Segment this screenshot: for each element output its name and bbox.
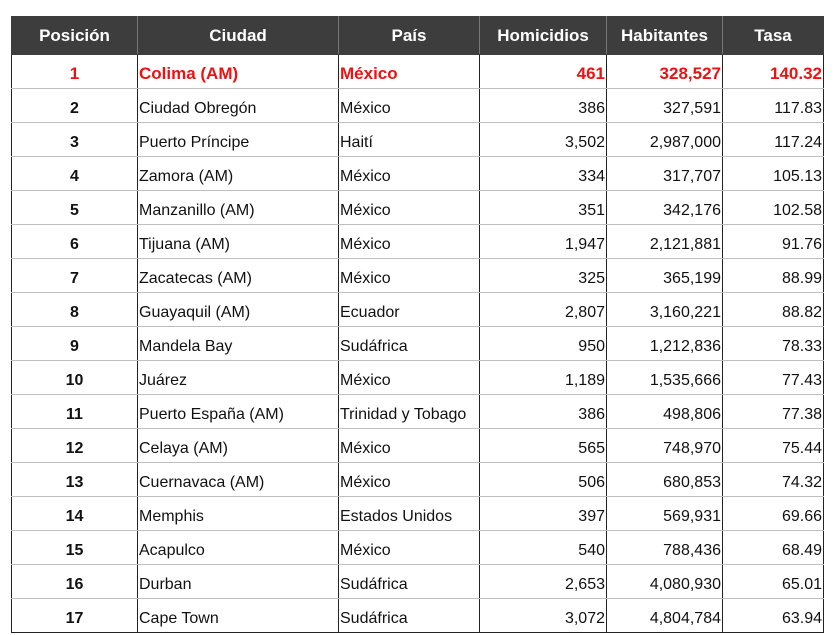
table-row (12, 293, 824, 327)
cell-rate: 88.99 (723, 259, 824, 293)
cell-homicides: 950 (480, 327, 607, 361)
cell-population: 788,436 (607, 531, 723, 565)
cell-country: Sudáfrica (339, 565, 480, 599)
header-city: Ciudad (138, 17, 339, 55)
table-body (12, 55, 824, 633)
cell-population: 327,591 (607, 89, 723, 123)
cell-homicides: 397 (480, 497, 607, 531)
cell-position: 8 (12, 293, 138, 327)
cell-homicides: 1,947 (480, 225, 607, 259)
cell-country: México (339, 463, 480, 497)
cell-position: 16 (12, 565, 138, 599)
cell-city: Memphis (138, 497, 339, 531)
cell-rate: 91.76 (723, 225, 824, 259)
cell-country: México (339, 531, 480, 565)
cell-rate: 69.66 (723, 497, 824, 531)
cell-position: 1 (12, 55, 138, 89)
cell-homicides: 3,502 (480, 123, 607, 157)
cell-rate: 77.38 (723, 395, 824, 429)
cell-rate: 102.58 (723, 191, 824, 225)
cell-homicides: 386 (480, 89, 607, 123)
header-row (12, 17, 824, 55)
cell-position: 15 (12, 531, 138, 565)
cell-position: 14 (12, 497, 138, 531)
header-position: Posición (12, 17, 138, 55)
cell-rate: 63.94 (723, 599, 824, 633)
table-row (12, 327, 824, 361)
cell-position: 12 (12, 429, 138, 463)
cell-city: Cape Town (138, 599, 339, 633)
cell-city: Zacatecas (AM) (138, 259, 339, 293)
cell-country: Sudáfrica (339, 599, 480, 633)
cell-city: Ciudad Obregón (138, 89, 339, 123)
cell-population: 569,931 (607, 497, 723, 531)
cell-homicides: 1,189 (480, 361, 607, 395)
cell-city: Puerto España (AM) (138, 395, 339, 429)
cell-city: Tijuana (AM) (138, 225, 339, 259)
cell-population: 1,535,666 (607, 361, 723, 395)
cell-city: Puerto Príncipe (138, 123, 339, 157)
cell-country: México (339, 89, 480, 123)
cell-city: Zamora (AM) (138, 157, 339, 191)
table-row (12, 599, 824, 633)
cell-position: 7 (12, 259, 138, 293)
cell-position: 3 (12, 123, 138, 157)
cell-country: Sudáfrica (339, 327, 480, 361)
cell-country: México (339, 429, 480, 463)
cell-rate: 88.82 (723, 293, 824, 327)
table-row (12, 55, 824, 89)
table-row (12, 463, 824, 497)
cell-population: 748,970 (607, 429, 723, 463)
cell-population: 4,804,784 (607, 599, 723, 633)
table-row (12, 89, 824, 123)
table-header (12, 17, 824, 55)
cell-homicides: 386 (480, 395, 607, 429)
cell-position: 4 (12, 157, 138, 191)
table-row (12, 191, 824, 225)
cell-population: 317,707 (607, 157, 723, 191)
cell-city: Guayaquil (AM) (138, 293, 339, 327)
table-row (12, 395, 824, 429)
cell-position: 13 (12, 463, 138, 497)
cell-position: 2 (12, 89, 138, 123)
header-rate: Tasa (723, 17, 824, 55)
cell-position: 11 (12, 395, 138, 429)
cell-country: México (339, 191, 480, 225)
cell-population: 3,160,221 (607, 293, 723, 327)
table-row (12, 123, 824, 157)
cell-rate: 140.32 (723, 55, 824, 89)
cell-position: 9 (12, 327, 138, 361)
cell-population: 498,806 (607, 395, 723, 429)
table-row (12, 361, 824, 395)
cell-homicides: 351 (480, 191, 607, 225)
table-row (12, 531, 824, 565)
header-country: País (339, 17, 480, 55)
header-population: Habitantes (607, 17, 723, 55)
cell-population: 342,176 (607, 191, 723, 225)
cell-city: Manzanillo (AM) (138, 191, 339, 225)
cell-rate: 74.32 (723, 463, 824, 497)
cell-population: 328,527 (607, 55, 723, 89)
cell-city: Acapulco (138, 531, 339, 565)
ranking-table (11, 16, 824, 633)
cell-city: Durban (138, 565, 339, 599)
cell-homicides: 2,653 (480, 565, 607, 599)
cell-rate: 105.13 (723, 157, 824, 191)
cell-rate: 75.44 (723, 429, 824, 463)
cell-position: 6 (12, 225, 138, 259)
cell-homicides: 2,807 (480, 293, 607, 327)
cell-homicides: 461 (480, 55, 607, 89)
cell-country: Estados Unidos (339, 497, 480, 531)
cell-position: 10 (12, 361, 138, 395)
cell-population: 365,199 (607, 259, 723, 293)
cell-rate: 117.83 (723, 89, 824, 123)
cell-country: Trinidad y Tobago (339, 395, 480, 429)
cell-population: 680,853 (607, 463, 723, 497)
cell-homicides: 334 (480, 157, 607, 191)
cell-population: 2,121,881 (607, 225, 723, 259)
table-row (12, 565, 824, 599)
cell-country: México (339, 157, 480, 191)
cell-country: México (339, 361, 480, 395)
table-row (12, 497, 824, 531)
cell-country: Ecuador (339, 293, 480, 327)
cell-homicides: 540 (480, 531, 607, 565)
cell-homicides: 565 (480, 429, 607, 463)
cell-country: México (339, 55, 480, 89)
cell-city: Colima (AM) (138, 55, 339, 89)
cell-city: Celaya (AM) (138, 429, 339, 463)
cell-population: 1,212,836 (607, 327, 723, 361)
cell-rate: 68.49 (723, 531, 824, 565)
table-row (12, 225, 824, 259)
table-row (12, 259, 824, 293)
cell-homicides: 325 (480, 259, 607, 293)
cell-homicides: 506 (480, 463, 607, 497)
cell-city: Cuernavaca (AM) (138, 463, 339, 497)
cell-city: Juárez (138, 361, 339, 395)
cell-homicides: 3,072 (480, 599, 607, 633)
cell-city: Mandela Bay (138, 327, 339, 361)
cell-rate: 65.01 (723, 565, 824, 599)
cell-country: Haití (339, 123, 480, 157)
header-homicides: Homicidios (480, 17, 607, 55)
cell-rate: 117.24 (723, 123, 824, 157)
cell-position: 17 (12, 599, 138, 633)
cell-population: 2,987,000 (607, 123, 723, 157)
table-row (12, 157, 824, 191)
cell-population: 4,080,930 (607, 565, 723, 599)
cell-rate: 77.43 (723, 361, 824, 395)
cell-country: México (339, 225, 480, 259)
cell-country: México (339, 259, 480, 293)
cell-position: 5 (12, 191, 138, 225)
cell-rate: 78.33 (723, 327, 824, 361)
table-row (12, 429, 824, 463)
